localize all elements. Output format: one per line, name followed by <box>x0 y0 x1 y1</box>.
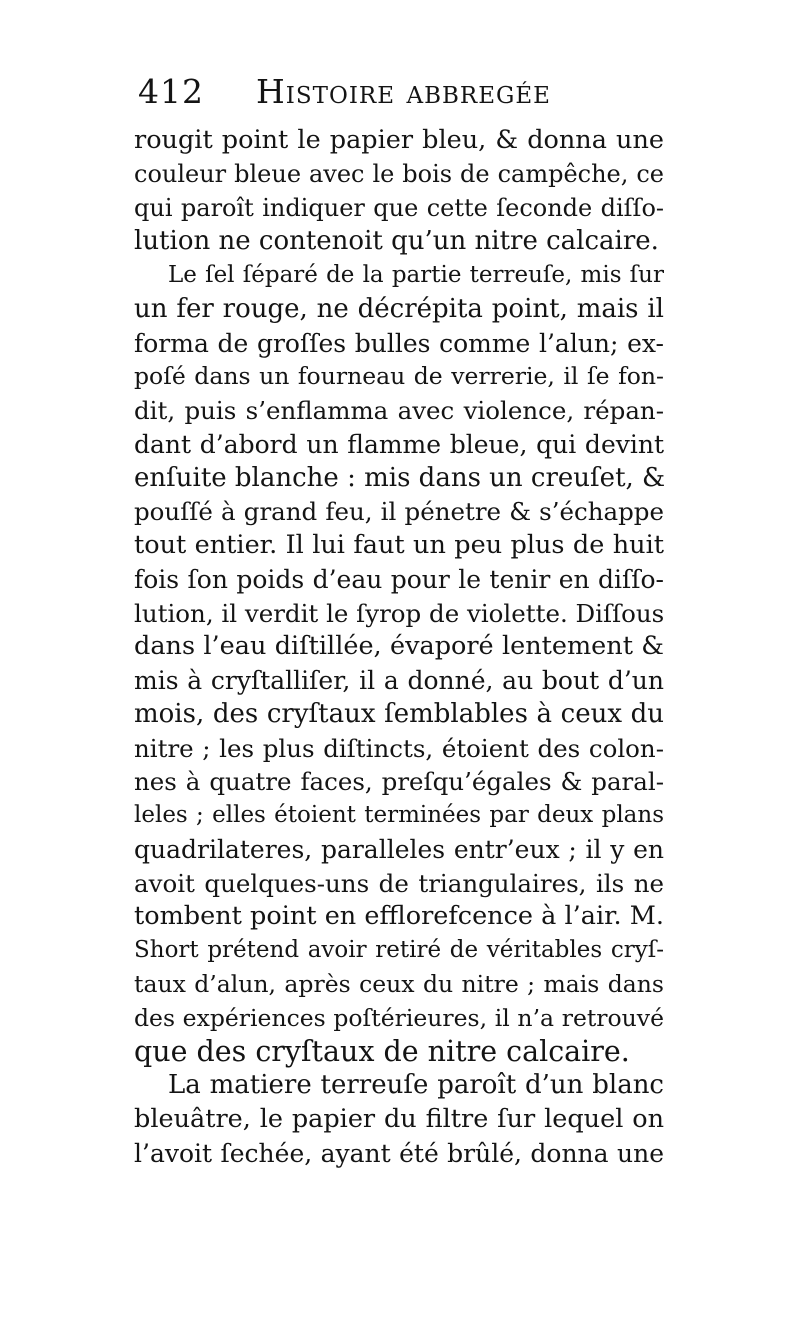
text-line: dant d’abord un flamme bleue, qui devint <box>134 429 664 459</box>
text-line: lution, il verdit le ſyrop de violette. Diſſous <box>134 598 665 628</box>
text-line: quadrilateres, paralleles entr’eux ; il y en <box>134 834 664 864</box>
text-line: poſé dans un fourneau de verrerie, il ſe fon- <box>134 362 664 391</box>
text-line: des expériences poſtérieures, il n’a retrouvé <box>134 1003 664 1032</box>
text-line: que des cryſtaux de nitre calcaire. <box>134 1035 630 1069</box>
text-line: lution ne contenoit qu’un nitre calcaire. <box>134 226 659 257</box>
text-line: La matiere terreuſe paroît d’un blanc <box>168 1070 664 1100</box>
text-line: pouſſé à grand feu, il pénetre & s’échappe <box>134 497 664 527</box>
text-line: un fer rouge, ne décrépita point, mais il <box>134 293 664 324</box>
text-line: couleur bleue avec le bois de campêche, ce <box>134 159 664 188</box>
running-title: Histoire abbregée <box>256 72 551 111</box>
text-line: Short prétend avoir retiré de véritables cryſ- <box>134 937 664 963</box>
text-line: bleuâtre, le papier du filtre ſur lequel on <box>134 1103 664 1134</box>
text-line: tout entier. Il lui faut un peu plus de huit <box>134 530 664 560</box>
text-line: taux d’alun, après ceux du nitre ; mais dans <box>134 969 664 998</box>
text-line: leles ; elles étoient terminées par deux plans <box>134 802 664 828</box>
text-line: avoit quelques-uns de triangulaires, ils ne <box>134 868 664 898</box>
text-line: qui paroît indiquer que cette ſeconde diſſo- <box>134 193 664 222</box>
text-line: dans l’eau diſtillée, évaporé lentement & <box>134 631 664 662</box>
body-text <box>134 124 664 1170</box>
text-line: fois ſon poids d’eau pour le tenir en diſſo- <box>134 564 664 594</box>
text-line: dit, puis s’enflamma avec violence, répan- <box>134 396 664 425</box>
text-line: nitre ; les plus diſtincts, étoient des colon- <box>134 733 664 763</box>
text-line: Le ſel ſéparé de la partie terreuſe, mis ſur <box>168 262 664 288</box>
text-line: mis à cryſtalliſer, il a donné, au bout d’un <box>134 666 664 695</box>
page-number: 412 <box>138 72 204 111</box>
text-line: forma de groſſes bulles comme l’alun; ex- <box>134 328 664 358</box>
text-line: enſuite blanche : mis dans un creuſet, & <box>134 462 666 493</box>
text-line: mois, des cryſtaux ſemblables à ceux du <box>134 698 664 729</box>
text-line: rougit point le papier bleu, & donna une <box>134 125 664 155</box>
page-header <box>138 72 678 122</box>
text-line: tombent point en efflorefcence à l’air. M. <box>134 901 664 932</box>
text-line: l’avoit ſechée, ayant été brûlé, donna une <box>134 1138 664 1168</box>
text-line: nes à quatre faces, preſqu’égales & paral- <box>134 767 664 797</box>
